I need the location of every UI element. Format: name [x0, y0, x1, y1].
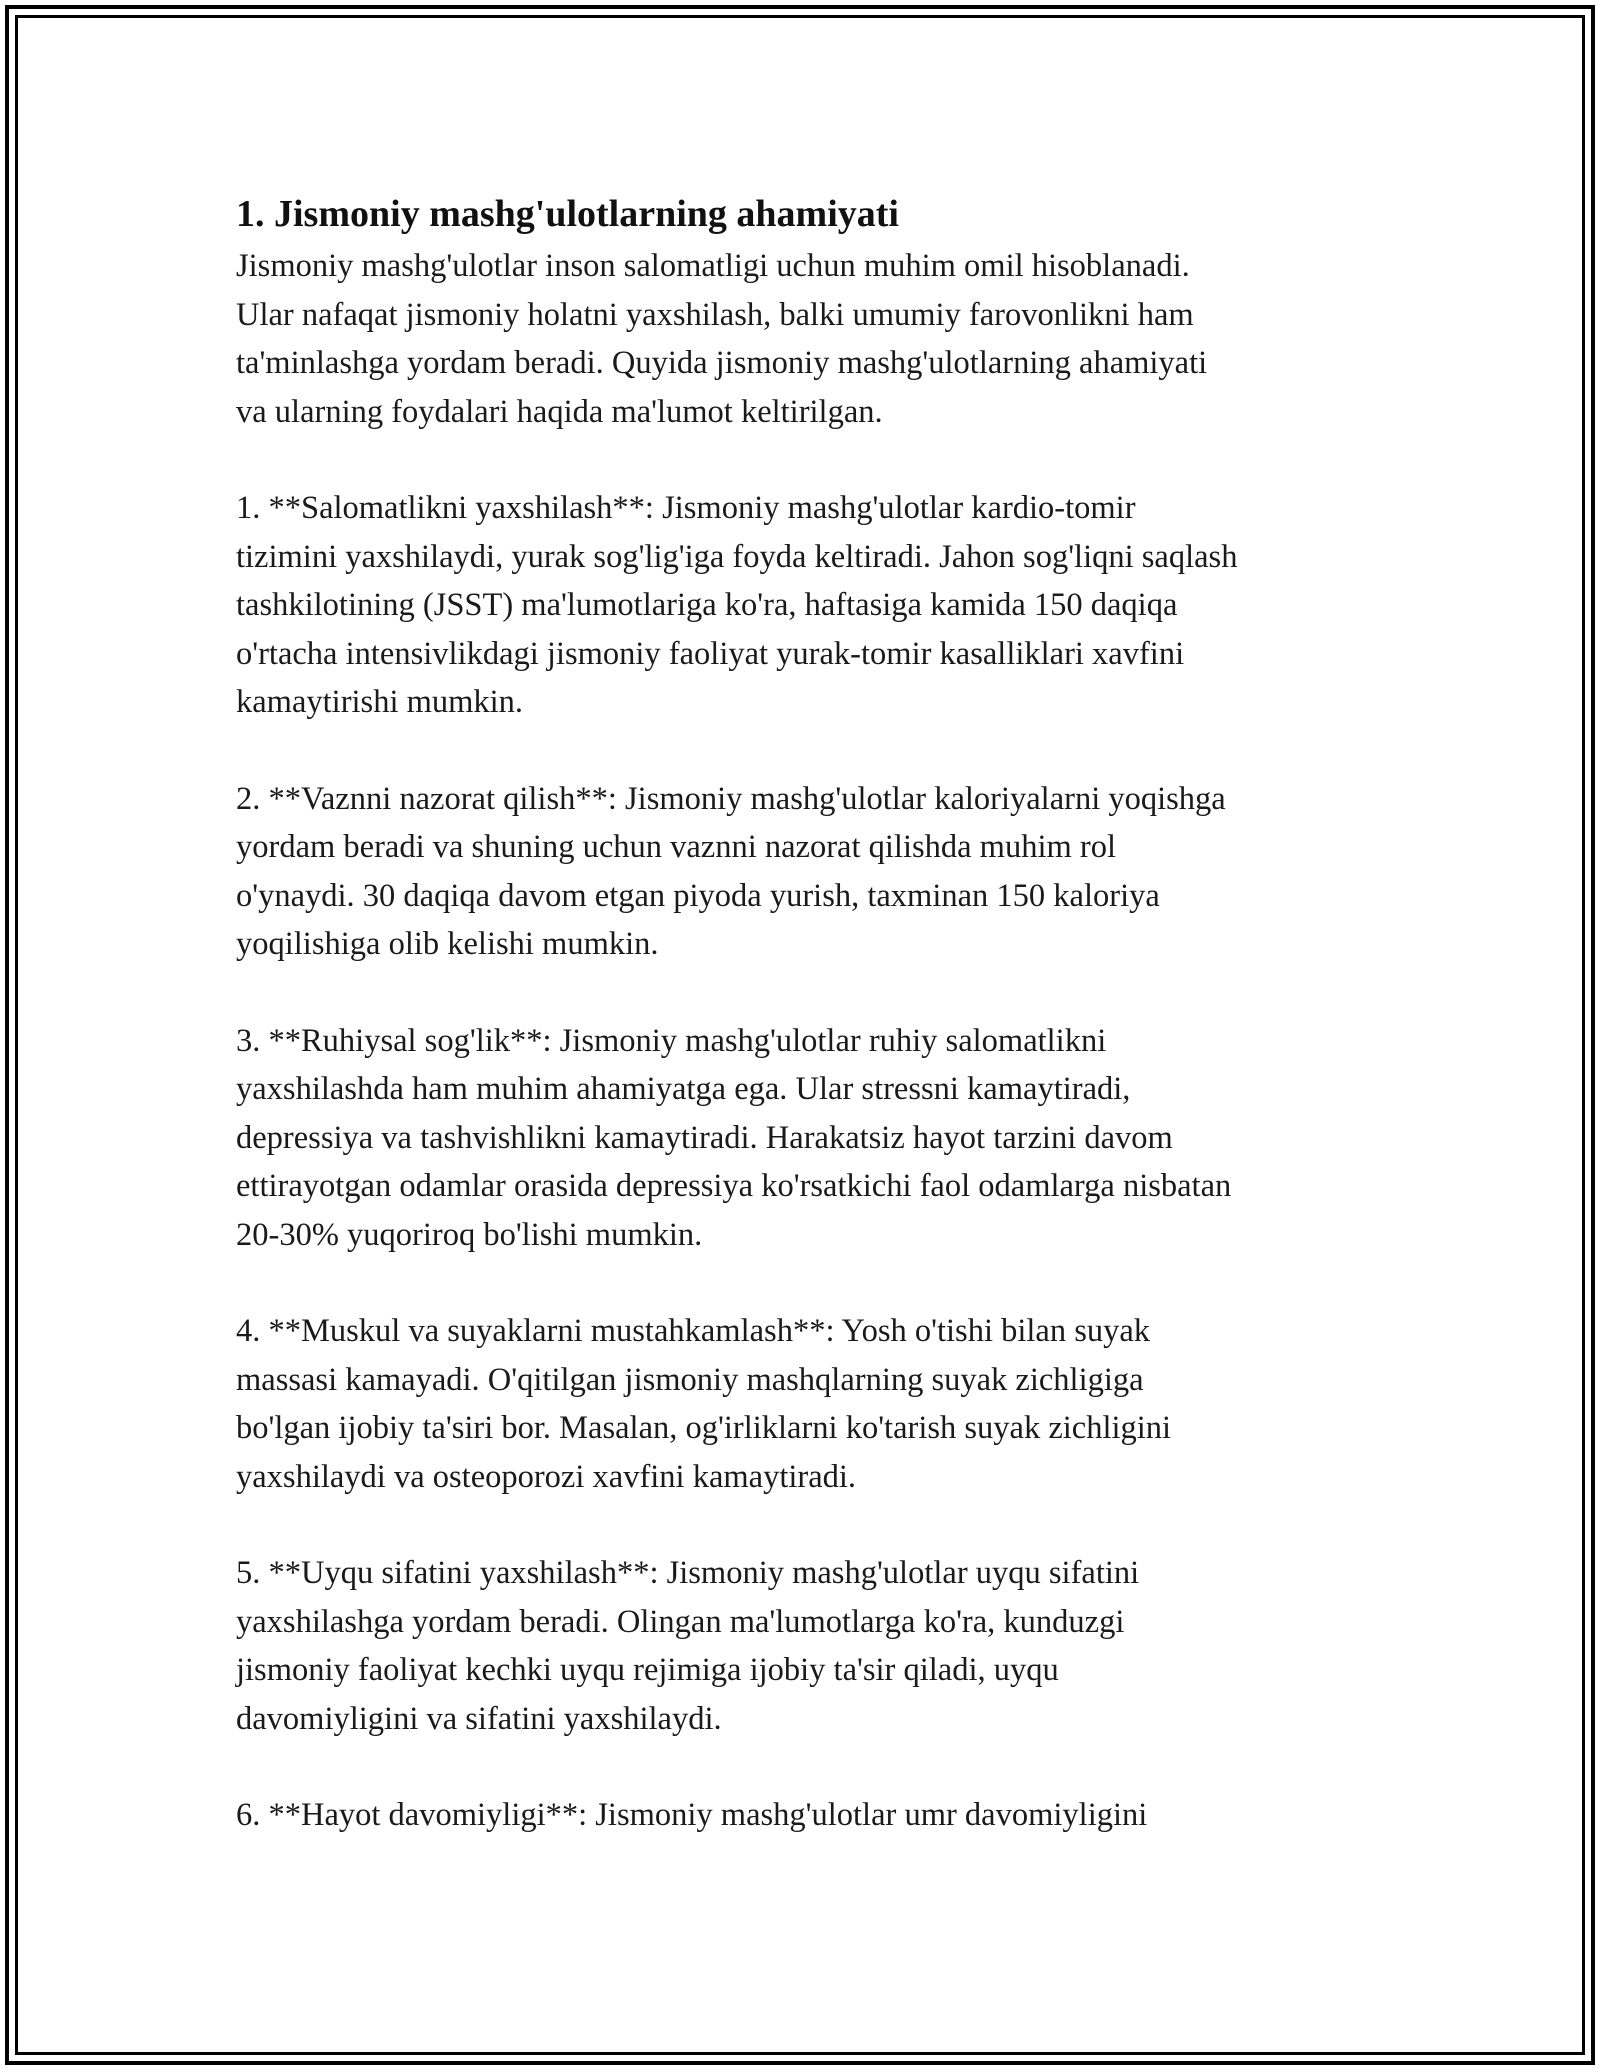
text-line: yaxshilashga yordam beradi. Olingan ma'lumotlarga ko'ra, kunduzgi: [236, 1603, 1125, 1640]
list-item-weight-control: [236, 775, 1376, 969]
text-line: tizimini yaxshilaydi, yurak sog'lig'iga foyda keltiradi. Jahon sog'liqni saqlash: [236, 538, 1238, 575]
text-line: 4. **Muskul va suyaklarni mustahkamlash**: Yosh o'tishi bilan suyak: [236, 1313, 1151, 1349]
text-line: 2. **Vaznni nazorat qilish**: Jismoniy mashg'ulotlar kaloriyalarni yoqishga: [236, 780, 1226, 817]
page-title: 1. Jismoniy mashg'ulotlarning ahamiyati: [236, 193, 899, 235]
text-line: o'rtacha intensivlikdagi jismoniy faoliyat yurak-tomir kasalliklari xavfini: [236, 635, 1185, 672]
text-line: depressiya va tashvishlikni kamaytiradi. Harakatsiz hayot tarzini davom: [236, 1119, 1173, 1156]
list-item-muscles-bones: [236, 1307, 1376, 1501]
text-line: davomiyligini va sifatini yaxshilaydi.: [236, 1700, 722, 1737]
text-line: ta'minlashga yordam beradi. Quyida jismoniy mashg'ulotlarning ahamiyati: [236, 345, 1208, 381]
text-line: va ularning foydalari haqida ma'lumot keltirilgan.: [236, 393, 883, 430]
text-line: o'ynaydi. 30 daqiqa davom etgan piyoda yurish, taxminan 150 kaloriya: [236, 877, 1160, 914]
list-item-health: [236, 484, 1376, 727]
text-line: 6. **Hayot davomiyligi**: Jismoniy mashg'ulotlar umr davomiyligini: [236, 1797, 1148, 1833]
text-line: yordam beradi va shuning uchun vaznni nazorat qilishda muhim rol: [236, 829, 1116, 865]
list-item-sleep-quality: [236, 1549, 1376, 1743]
text-line: jismoniy faoliyat kechki uyqu rejimiga ijobiy ta'sir qiladi, uyqu: [236, 1652, 1059, 1688]
text-line: massasi kamayadi. O'qitilgan jismoniy mashqlarning suyak zichligiga: [236, 1361, 1144, 1398]
text-line: 20-30% yuqoriroq bo'lishi mumkin.: [236, 1216, 703, 1253]
list-item-life-expectancy: [236, 1791, 1376, 1840]
text-line: ettirayotgan odamlar orasida depressiya ko'rsatkichi faol odamlarga nisbatan: [236, 1168, 1232, 1204]
text-line: 5. **Uyqu sifatini yaxshilash**: Jismoniy mashg'ulotlar uyqu sifatini: [236, 1555, 1140, 1591]
text-line: bo'lgan ijobiy ta'siri bor. Masalan, og'irliklarni ko'tarish suyak zichligini: [236, 1410, 1172, 1446]
text-line: 1. **Salomatlikni yaxshilash**: Jismoniy mashg'ulotlar kardio-tomir: [236, 490, 1136, 526]
text-line: tashkilotining (JSST) ma'lumotlariga ko'ra, haftasiga kamida 150 daqiqa: [236, 587, 1178, 623]
text-line: kamaytirishi mumkin.: [236, 684, 524, 720]
text-line: Ular nafaqat jismoniy holatni yaxshilash, balki umumiy farovonlikni ham: [236, 296, 1194, 333]
text-line: yaxshilashda ham muhim ahamiyatga ega. Ular stressni kamaytiradi,: [236, 1071, 1131, 1107]
document-body: [236, 186, 1376, 1840]
text-line: yaxshilaydi va osteoporozi xavfini kamaytiradi.: [236, 1458, 857, 1495]
intro-paragraph: [236, 242, 1376, 436]
text-line: yoqilishiga olib kelishi mumkin.: [236, 926, 659, 962]
text-line: 3. **Ruhiysal sog'lik**: Jismoniy mashg'ulotlar ruhiy salomatlikni: [236, 1022, 1107, 1059]
list-item-mental-health: [236, 1017, 1376, 1260]
text-line: Jismoniy mashg'ulotlar inson salomatligi uchun muhim omil hisoblanadi.: [236, 248, 1190, 284]
